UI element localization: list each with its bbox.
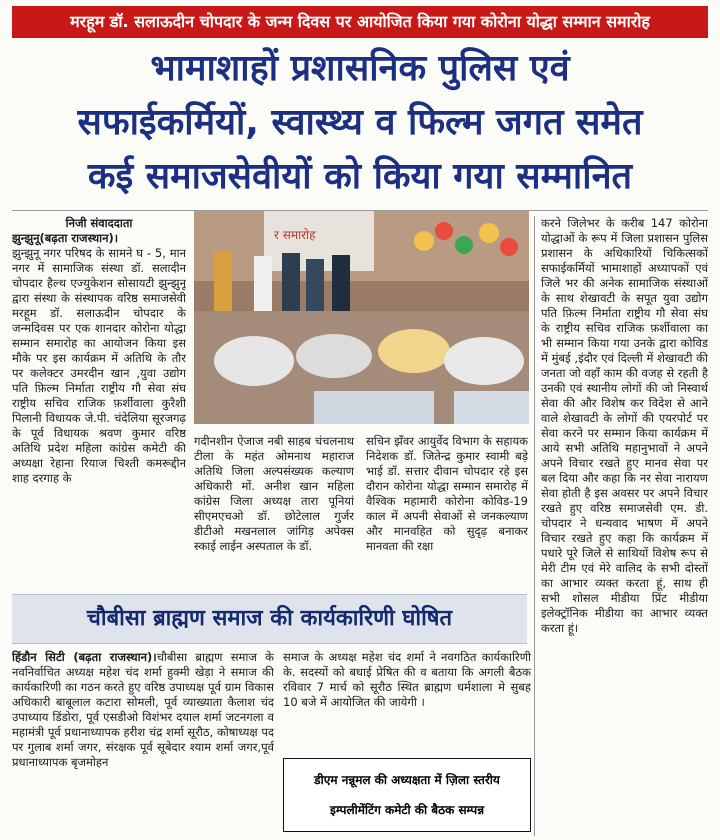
article3-headline-box: [283, 758, 531, 832]
article1-column-2: [194, 434, 354, 594]
event-photo: [194, 211, 529, 424]
headline-line-1: भामाशाहों प्रशासनिक पुलिस एवं: [150, 48, 570, 89]
article1-column-4: [541, 216, 708, 836]
stage-banner-text: र समारोह: [274, 228, 316, 242]
article3-headline-line-1: डीएम नन्नूमल की अध्यक्षता में ज़िला स्तरीय: [314, 773, 500, 787]
article2-column-2: [283, 650, 531, 754]
article2-column-1: [12, 650, 274, 838]
headline-line-2: सफाईकर्मियों, स्वास्थ्य व फिल्म जगत समेत: [77, 102, 643, 143]
kicker-banner: मरहूम डॉ. सलाऊदीन चोपदार के जन्म दिवस पर आयोजित किया गया कोरोना योद्धा सम्मान समारोह: [12, 6, 708, 38]
article2-dateline: हिंडौन सिटी (बढ़ता राजस्थान)।: [12, 650, 157, 664]
article1-column-1: [12, 216, 186, 596]
dateline: झुन्झुनू(बढ़ता राजस्थान)।: [12, 231, 119, 245]
headline-line-3: कई समाजसेवीयों को किया गया सम्मानित: [87, 156, 633, 197]
article1-col3-text: सचिन झँवर आयुर्वेद विभाग के सहायक निदेशक डॉ. जितेन्द्र कुमार स्वामी बड़े भाई डॉ. सत्तार दीवान चोपदार रहे इस दौरान कोरोना योद्धा सम्मान समारोह में वैश्विक महामारी कोरोना कोविड-19 काल में अपनी सेवाओं से जनकल्याण और मानवहित को सुदृढ़ बनाकर मानवता की रक्षा: [366, 434, 528, 553]
byline: निजी संवाददाता: [65, 216, 133, 230]
column-divider: [534, 216, 535, 836]
article2-col2-text: समाज के अध्यक्ष महेश चंद शर्मा ने नवगठित कार्यकारिणी के. सदस्यों को बधाई प्रेषित की व बताया कि अगली बैठक रविवार 7 मार्च को सूरौठ स्थित ब्राह्मण धर्मशाला मे सुबह 10 बजे में आयोजित की जायेगी ।: [283, 650, 531, 709]
article1-col4-text: करने जिलेभर के करीब 147 कोरोना योद्धाओं के रूप में जिला प्रशासन पुलिस प्रशासन के अधिकारियों चिकित्सकों सफाईकर्मियों भामाशाहों अध्यापकों एवं जिले भर की अनेक सामाजिक संस्थाओं के साथ शेखावटी के सपूत युवा उद्योग पति फ़िल्म निर्माता राष्ट्रीय गौ सेवा संघ के राष्ट्रीय सचिव राजिक फ़र्शीवाला का भी सम्मान किया गया उनके द्वारा कोविड में मुंबई ,इंदौर एवं दिल्ली में शेखावटी की जनता जो वहाँ काम की वजह से रहती है उनकी एवं स्थानीय लोगों की जो निस्वार्थ सेवा की और विशेष कर विदेश से आने वाले शेखावटी के लोगों की एयरपोर्ट पर सेवा करने पर सम्मान किया कार्यक्रम में आये सभी अतिथि महानुभावों ने अपने अपने विचार रखते हुए मानव सेवा पर बल दिया और कहा कि नर सेवा नारायण सेवा होती है इस अवसर पर अपने विचार रखते हुए वरिष्ठ समाजसेवी एम. डी. चोपदार ने धन्यवाद भाषण में अपने विचार रखते हुए कहा कि कार्यक्रम में पधारे पूरे जिले से साथियों विशेष रूप से मेरी टीम एवं मेरे वालिद के सभी दोस्तों का आभार व्यक्त करता हूं, साथ ही सभी शोसल मीडीया प्रिंट मीडीया इलेक्ट्रॉनिक मीडीया का आभार व्यक्त करता हूं।: [541, 216, 708, 635]
article2-col1-text: चौबीसा ब्राह्मण समाज के नवनिर्वाचित अध्यक्ष महेश चंद शर्मा हुक्मी खेड़ा ने समाज की कार्यकारिणी का गठन करते हुए वरिष्ठ उपाध्यक्ष पूर्व ग्राम विकास अधिकारी बाबूलाल कटारा सोमली, पूर्व व्याख्याता कैलाश चंद उपाध्याय डिंडोरा, पूर्व एसडीओ विशंभर दयाल शर्मा जटनगला व महामंत्री पूर्व प्रधानाध्यापक हरीश चंद्र शर्मा सूरौठ, कोषाध्यक्ष पद पर गुलाब शर्मा जगर, संरक्षक पूर्व सूबेदार श्याम शर्मा जगर,पूर्व प्रधानाध्यापक बृजमोहन: [12, 650, 274, 769]
event-photo-illustration: [194, 211, 529, 424]
article3-headline-line-2: इम्पलीमेंटिंग कमेटी की बैठक सम्पन्न: [329, 803, 485, 817]
main-headline: [0, 42, 720, 204]
article2-headline: चौबीसा ब्राह्मण समाज की कार्यकारिणी घोषित: [12, 594, 527, 644]
article1-column-3: [366, 434, 528, 594]
article1-col1-text: झुन्झुनू नगर परिषद के सामने घ - 5, मान नगर में सामाजिक संस्था डॉ. सलादीन चोपदार हैल्थ एज्युकेशन सोसायटी झुन्झुनू द्वारा संस्था के संस्थापक वरिष्ठ समाजसेवी मरहूम डॉ. सलाऊदीन चोपदार के जन्मदिवस पर एक शानदार कोरोना योद्धा सम्मान समारोह का आयोजन किया इस मौके पर इस कार्यक्रम में अतिथि के तौर पर कलेक्टर उमरदीन खान ,युवा उद्योग पति फ़िल्म निर्माता राष्ट्रीय गौ सेवा संघ राष्ट्रीय सचिव राजिक फ़र्शीवाला कुरैशी पिलानी विधायक जे.पी. चंदेलिया सूरजगढ़ के पूर्व विधायक श्रवण कुमार वरिष्ठ अतिथि प्रदेश महिला कांग्रेस कमेटी की अध्यक्षा रेहाना रियाज चिश्ती कमरूद्दीन शाह दरगाह के: [12, 246, 186, 485]
article1-col2-text: गदीनशीन ऐजाज नबी साहब चंचलनाथ टीला के महंत ओमनाथ महाराज अतिथि जिला अल्पसंख्यक कल्याण अधिकारी मों. अनीश खान महिला कांग्रेस जिला अध्यक्ष तारा पूनियां सीएमएचओ डॉ. छोटेलाल गुर्जर डीटीओ मखनलाल जांगिड़ अपेक्स स्काई लाईन अस्पताल के डॉ.: [194, 434, 354, 553]
